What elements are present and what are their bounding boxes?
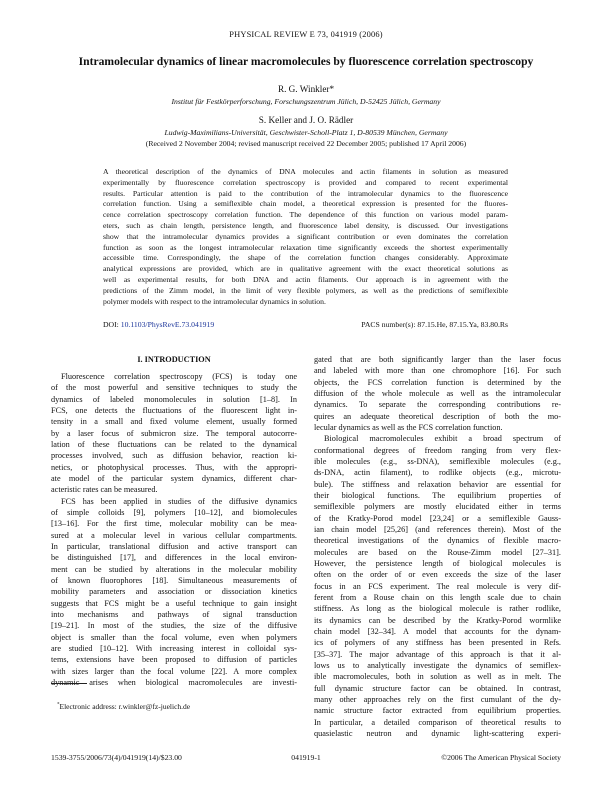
body-text-line: FCS has been applied in studies of the diffusive dynamics — [61, 496, 297, 506]
abstract-line: cence correlation spectroscopy correlation function. The dependence of this function on various model param- — [103, 210, 508, 220]
body-text-line: stiffness. As long as the biological molecule is rather rodlike, — [314, 604, 561, 614]
abstract-line: accessible time. Correspondingly, the shape of the correlation function changes considerably. Approximate — [103, 253, 508, 263]
body-text-line: dynamic arises when biological macromolecules are investi- — [51, 677, 297, 687]
body-text-line: namic structure factor extracted from equilibrium properties. — [314, 706, 561, 716]
body-text-line: [19–21]. In most of the studies, the size of the diffusive — [51, 621, 297, 631]
abstract-line: well as experimental results, for both DNA and actin filaments. Our approach is in agreement with the — [103, 274, 508, 284]
body-text-line: netics, or photophysical processes. Thus, with the appropri- — [51, 462, 297, 472]
body-text-line: ate model of the particular system dynamics, different char- — [51, 473, 297, 483]
abstract-line: experimentally by fluorescence correlation spectroscopy is provided and compared to recent experimental — [103, 177, 508, 187]
body-text-line: ian chain model [25,26] (and references therein). Most of the — [314, 524, 561, 534]
doi-label: DOI: — [103, 320, 119, 329]
body-text-line: dynamics. To separate the corresponding contributions re- — [314, 400, 561, 410]
abstract-line: correlation function. Using a semiflexible chain model, a theoretical expression is presented for the fluores- — [103, 199, 508, 209]
body-text-line: ferent from a Rouse chain on this length scale due to chain — [314, 592, 561, 602]
abstract — [103, 167, 508, 307]
abstract-line: results. Particular attention is paid to the contribution of the intramolecular dynamics to the fluorescence — [103, 188, 508, 198]
body-text-line: of the Kratky-Porod model [23,24] or a semiflexible Gauss- — [314, 513, 561, 523]
body-text-line: ds-DNA, actin filament), to rodlike objects (e.g., microtu- — [314, 468, 561, 478]
abstract-line: analytical expressions are provided, which are in qualitative agreement with the exact theoretical solutions as — [103, 264, 508, 274]
body-text-line: its dynamics can be described by the Kratky-Porod wormlike — [314, 615, 561, 625]
body-text-line: by a laser focus of submicron size. The temporal autocorre- — [51, 428, 297, 438]
abstract-line: function as soon as the longest intramolecular relaxation time significantly exceeds the shortest experimentally — [103, 242, 508, 252]
right-column — [314, 354, 561, 739]
body-text-line: tems, extensions have been proposed to diffusion of particles — [51, 655, 297, 665]
body-text-line: In particular, translational diffusion and active transport can — [51, 541, 297, 551]
body-text-line: tensity in a small and fixed volume element, usually formed — [51, 417, 297, 427]
body-text-line: lows us to analytically investigate the dynamics of semiflex- — [314, 660, 561, 670]
footer-page-number: 041919-1 — [291, 753, 321, 762]
body-text-line: lation of these fluctuations can be related to the dynamical — [51, 439, 297, 449]
body-text-line: acteristic rates can be measured. — [51, 485, 158, 495]
author-line-2: S. Keller and J. O. Rädler — [258, 115, 354, 125]
body-text-line: semiflexible polymers are mostly elucidated either in terms — [314, 502, 561, 512]
body-text-line: ible molecules (e.g., ss-DNA), semiflexible molecules (e.g., — [314, 456, 561, 466]
body-text-line: chain model [32–34]. A model that accounts for the dynam- — [314, 626, 561, 636]
body-text-line: of the most powerful and sensitive techniques to study the — [51, 383, 297, 393]
body-text-line: FCS, one detects the fluctuations of the fluorescent light in- — [51, 405, 297, 415]
body-text-line: gated that are both significantly larger than the laser focus — [314, 355, 561, 364]
body-text-line: mobility parameters and association or dissociation kinetics — [51, 587, 297, 597]
body-text-line: Fluorescence correlation spectroscopy (FCS) is today one — [61, 372, 297, 381]
footnote-mark: * — [57, 702, 60, 708]
section-heading: I. INTRODUCTION — [137, 355, 211, 364]
body-text-line: diffusion of the whole molecule as well as the intramolecular — [314, 388, 561, 398]
body-text-line: processes involved, such as diffusion behavior, reaction ki- — [51, 451, 297, 461]
body-text-line: quires an adequate theoretical description of both the mo- — [314, 411, 561, 421]
body-text-line: quasielastic neutron and dynamic light-scattering experi- — [314, 728, 561, 738]
left-column — [51, 371, 297, 688]
body-text-line: ics of polymers of any stiffness has been presented in Refs. — [314, 638, 561, 648]
body-text-line: of known fluorophores [18]. Simultaneous measurements of — [51, 575, 297, 585]
body-text-line: object is smaller than the focal volume, even when polymers — [51, 632, 297, 642]
body-text-line: their biological functions. The equilibrium properties of — [314, 490, 561, 500]
body-text-line: ment can be studied by alterations in the molecular mobility — [51, 564, 297, 574]
body-text-line: Biological macromolecules exhibit a broad spectrum of — [324, 434, 561, 444]
body-text-line: many other approaches rely on the first cumulant of the dy- — [314, 694, 561, 704]
body-text-line: objects, the FCS correlation function is determined by the — [314, 377, 561, 387]
abstract-line: polymer models with respect to the intramolecular dynamics in solution. — [103, 296, 326, 306]
body-text-line: with sizes larger than the focal volume [22]. A more complex — [51, 666, 297, 676]
body-text-line: be distinguished [17], and differences in the local environ- — [51, 553, 297, 563]
body-text-line: [35–37]. The major advantage of this approach is that it al- — [314, 649, 561, 659]
body-text-line: ible macromolecules, both in solution as well as in melt. The — [314, 672, 561, 682]
doi-link[interactable]: 10.1103/PhysRevE.73.041919 — [120, 320, 215, 329]
abstract-line: A theoretical description of the dynamics of DNA molecules and actin filaments in solution as measured — [103, 167, 508, 176]
body-text-line: often on the order of or even exceeds the size of the laser — [314, 570, 561, 580]
footer-issn: 1539-3755/2006/73(4)/041919(14)/$23.00 — [51, 753, 182, 762]
body-text-line: molecules are based on the Rouse-Zimm model [27–31]. — [314, 547, 561, 557]
body-text-line: suggests that FCS might be a useful technique to gain insight — [51, 598, 297, 608]
body-text-line: theoretical investigations of the dynamics of flexible macro- — [314, 536, 561, 546]
footnote-rule — [51, 683, 87, 684]
body-text-line: sured at a molecular level in various cellular compartments. — [51, 530, 297, 540]
footnote — [57, 702, 190, 711]
paper-title: Intramolecular dynamics of linear macromolecules by fluorescence correlation spectroscopy — [78, 55, 534, 68]
abstract-line: eters, such as chain length, persistence length, and fluorescence label density, is discussed. Our investigations — [103, 220, 508, 230]
body-text-line: However, the persistence length of biological molecules is — [314, 558, 561, 568]
body-text-line: lecular dynamics as well as the FCS correlation function. — [314, 422, 503, 432]
body-text-line: and labeled with more than one chromophore [16]. For such — [314, 366, 561, 376]
body-text-line: are studied [10–12]. With increasing interest in colloidal sys- — [51, 643, 297, 653]
pacs-numbers: PACS number(s): 87.15.He, 87.15.Ya, 83.80.Rs — [361, 320, 508, 329]
body-text-line: of simple colloids [9], polymers [10–12], and biomolecules — [51, 507, 297, 517]
affiliation-2: Ludwig-Maximilians-Universität, Geschwister-Scholl-Platz 1, D-80539 München, Germany — [164, 128, 448, 137]
body-text-line: conformational degrees of freedom ranging from very flex- — [314, 445, 561, 455]
body-text-line: into mechanisms and pathways of signal transduction — [51, 609, 297, 619]
abstract-line: predictions of the Zimm model, in the limit of very flexible polymers, as well as the predictions of semiflexible — [103, 285, 508, 295]
footnote-text: Electronic address: r.winkler@fz-juelich.de — [59, 702, 191, 711]
body-text-line: In particular, a detailed comparison of theoretical results to — [314, 717, 561, 727]
footer-copyright: ©2006 The American Physical Society — [441, 753, 561, 762]
body-text-line: [13–16]. For the first time, molecular mobility can be mea- — [51, 519, 297, 529]
author-line-1: R. G. Winkler* — [277, 84, 335, 94]
received-dates: (Received 2 November 2004; revised manuscript received 22 December 2005; published 17 April 2006) — [145, 139, 467, 148]
affiliation-1: Institut für Festkörperforschung, Forschungszentrum Jülich, D-52425 Jülich, Germany — [171, 97, 441, 106]
abstract-line: show that the intramolecular dynamics provides a significant contribution or even dominates the correlation — [103, 231, 508, 241]
body-text-line: dynamics of labeled monomolecules in solution [1–8]. In — [51, 394, 297, 404]
body-text-line: bule). The stiffness and relaxation behavior are essential for — [314, 479, 561, 489]
body-text-line: focus in an FCS experiment. The real molecule is very dif- — [314, 581, 561, 591]
doi-line — [103, 320, 214, 329]
body-text-line: full dynamic structure factor can be obtained. In contrast, — [314, 683, 561, 693]
journal-header: PHYSICAL REVIEW E 73, 041919 (2006) — [229, 30, 383, 39]
